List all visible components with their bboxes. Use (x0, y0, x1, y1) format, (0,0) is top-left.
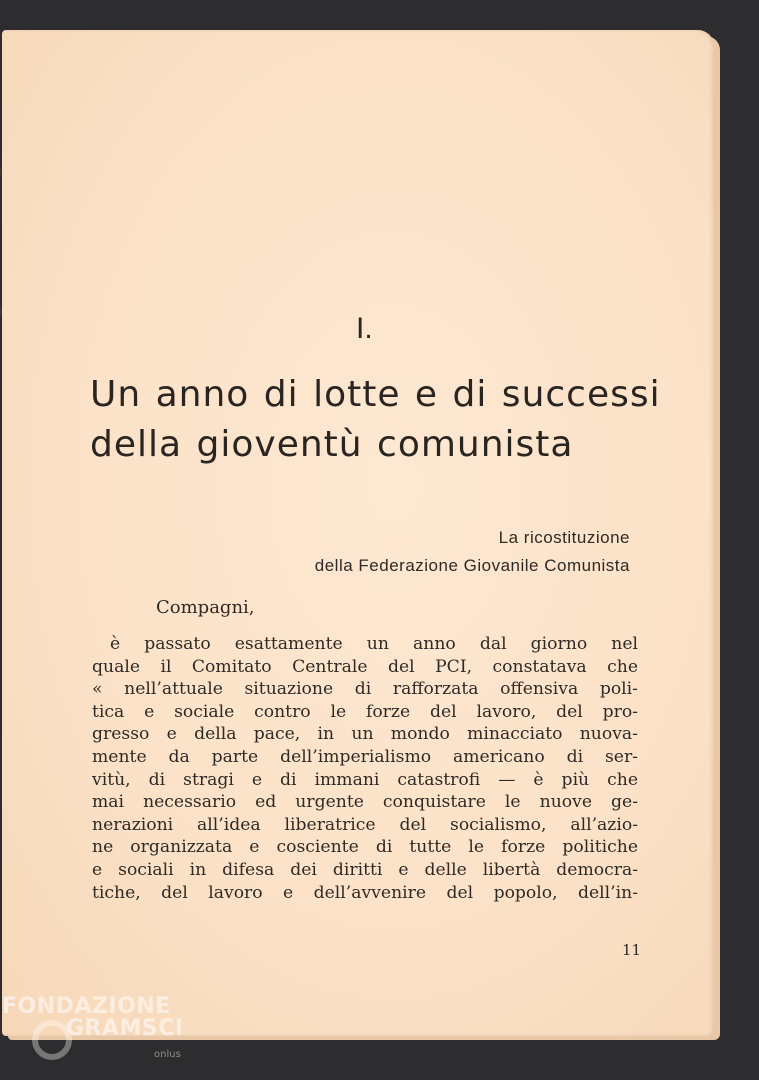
chapter-title-line: Un anno di lotte e di successi (90, 374, 661, 415)
chapter-title-line: della gioventù comunista (90, 424, 574, 465)
book-page (2, 30, 714, 1036)
body-line: è passato esattamente un anno dal giorno nel (110, 634, 638, 654)
body-line: ne organizzata e cosciente di tutte le forze politiche (92, 837, 638, 858)
body-line: e sociali in difesa dei diritti e delle libertà democra- (92, 859, 638, 880)
body-line: tiche, del lavoro e dell’avvenire del popolo, dell’in- (92, 882, 638, 903)
watermark-line: GRAMSCI (66, 1016, 184, 1041)
body-line: mente da parte dell’imperialismo americano di ser- (92, 746, 638, 767)
body-line: quale il Comitato Centrale del PCI, constatava che (92, 656, 638, 677)
subtitle-line: La ricostituzione (498, 528, 630, 547)
body-paragraph (92, 633, 638, 904)
subtitle-line: della Federazione Giovanile Comunista (314, 556, 630, 575)
watermark-line: FONDAZIONE (2, 994, 171, 1019)
body-line: gresso e della pace, in un mondo minacciato nuova- (92, 724, 638, 745)
watermark-logo (2, 994, 184, 1060)
chapter-title (90, 370, 661, 470)
body-line: nerazioni all’idea liberatrice del socialismo, all’azio- (92, 814, 638, 835)
body-line: mai necessario ed urgente conquistare le nuove ge- (92, 792, 638, 813)
section-subtitle (315, 524, 630, 580)
body-line: vitù, di stragi e di immani catastrofi — è più che (92, 769, 638, 790)
body-line: tica e sociale contro le forze del lavoro, del pro- (92, 701, 638, 722)
chapter-number: I. (356, 312, 373, 345)
salutation: Compagni, (156, 597, 255, 618)
watermark-sub: onlus (154, 1049, 181, 1060)
page-number: 11 (622, 941, 642, 959)
body-line: « nell’attuale situazione di rafforzata offensiva poli- (92, 679, 638, 700)
watermark-g-icon (32, 1020, 72, 1060)
